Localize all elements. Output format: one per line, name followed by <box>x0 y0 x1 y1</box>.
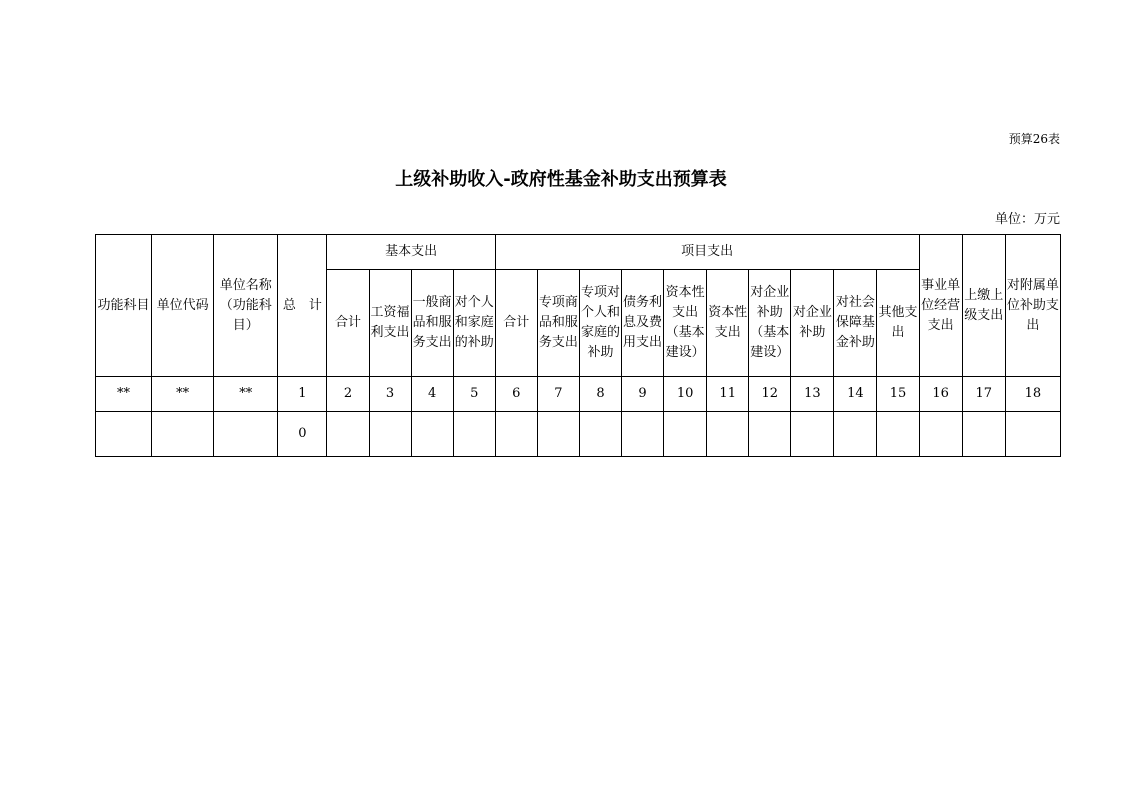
header-project-total: 合计 <box>495 270 537 377</box>
index-cell: ** <box>96 377 152 412</box>
data-cell <box>962 412 1005 457</box>
index-cell: 5 <box>453 377 495 412</box>
page-title: 上级补助收入-政府性基金补助支出预算表 <box>395 169 727 190</box>
header-project-capital: 资本性支出 <box>707 270 749 377</box>
data-cell <box>622 412 664 457</box>
header-project-social-security: 对社会保障基金补助 <box>834 270 877 377</box>
index-cell: 9 <box>622 377 664 412</box>
data-cell <box>749 412 791 457</box>
table-number: 预算26表 <box>1008 132 1060 146</box>
index-cell: 10 <box>664 377 707 412</box>
header-basic-total: 合计 <box>327 270 369 377</box>
header-project-group: 项目支出 <box>495 235 919 270</box>
unit-label: 单位：万元 <box>994 212 1060 227</box>
index-cell: 17 <box>962 377 1005 412</box>
header-basic-goods: 一般商品和服务支出 <box>411 270 453 377</box>
header-project-goods: 专项商品和服务支出 <box>537 270 579 377</box>
header-row-1 <box>96 235 1061 270</box>
data-cell <box>537 412 579 457</box>
index-cell: 7 <box>537 377 579 412</box>
data-cell <box>579 412 621 457</box>
data-cell <box>411 412 453 457</box>
data-cell <box>214 412 278 457</box>
data-cell-total: 0 <box>278 412 327 457</box>
header-project-enterprise-construction: 对企业补助（基本建设） <box>749 270 791 377</box>
data-cell <box>96 412 152 457</box>
header-project-household: 专项对个人和家庭的补助 <box>579 270 621 377</box>
data-cell <box>1005 412 1060 457</box>
header-total: 总 计 <box>278 235 327 377</box>
index-cell: 1 <box>278 377 327 412</box>
index-cell: 2 <box>327 377 369 412</box>
header-operation-expense: 事业单位经营支出 <box>919 235 962 377</box>
header-project-enterprise: 对企业补助 <box>791 270 834 377</box>
data-row <box>96 412 1061 457</box>
header-unit-code: 单位代码 <box>152 235 214 377</box>
data-cell <box>495 412 537 457</box>
header-basic-group: 基本支出 <box>327 235 495 270</box>
data-cell <box>707 412 749 457</box>
index-cell: 8 <box>579 377 621 412</box>
index-cell: ** <box>152 377 214 412</box>
index-cell: 6 <box>495 377 537 412</box>
index-cell: 11 <box>707 377 749 412</box>
data-cell <box>152 412 214 457</box>
header-basic-salary: 工资福利支出 <box>369 270 411 377</box>
index-cell: 16 <box>919 377 962 412</box>
data-cell <box>834 412 877 457</box>
header-project-other: 其他支出 <box>877 270 919 377</box>
index-cell: 3 <box>369 377 411 412</box>
header-upper-remit: 上缴上级支出 <box>962 235 1005 377</box>
index-cell: 13 <box>791 377 834 412</box>
index-cell: 18 <box>1005 377 1060 412</box>
data-cell <box>919 412 962 457</box>
header-unit-name: 单位名称（功能科目） <box>214 235 278 377</box>
data-cell <box>453 412 495 457</box>
data-cell <box>877 412 919 457</box>
header-basic-household: 对个人和家庭的补助 <box>453 270 495 377</box>
index-row <box>96 377 1061 412</box>
header-func-subject: 功能科目 <box>96 235 152 377</box>
header-project-debt: 债务利息及费用支出 <box>622 270 664 377</box>
data-cell <box>791 412 834 457</box>
budget-table <box>95 234 1061 457</box>
data-cell <box>369 412 411 457</box>
index-cell: 15 <box>877 377 919 412</box>
index-cell: 14 <box>834 377 877 412</box>
header-affiliate-subsidy: 对附属单位补助支出 <box>1005 235 1060 377</box>
header-project-capital-construction: 资本性支出（基本建设） <box>664 270 707 377</box>
index-cell: 12 <box>749 377 791 412</box>
data-cell <box>664 412 707 457</box>
data-cell <box>327 412 369 457</box>
index-cell: ** <box>214 377 278 412</box>
index-cell: 4 <box>411 377 453 412</box>
